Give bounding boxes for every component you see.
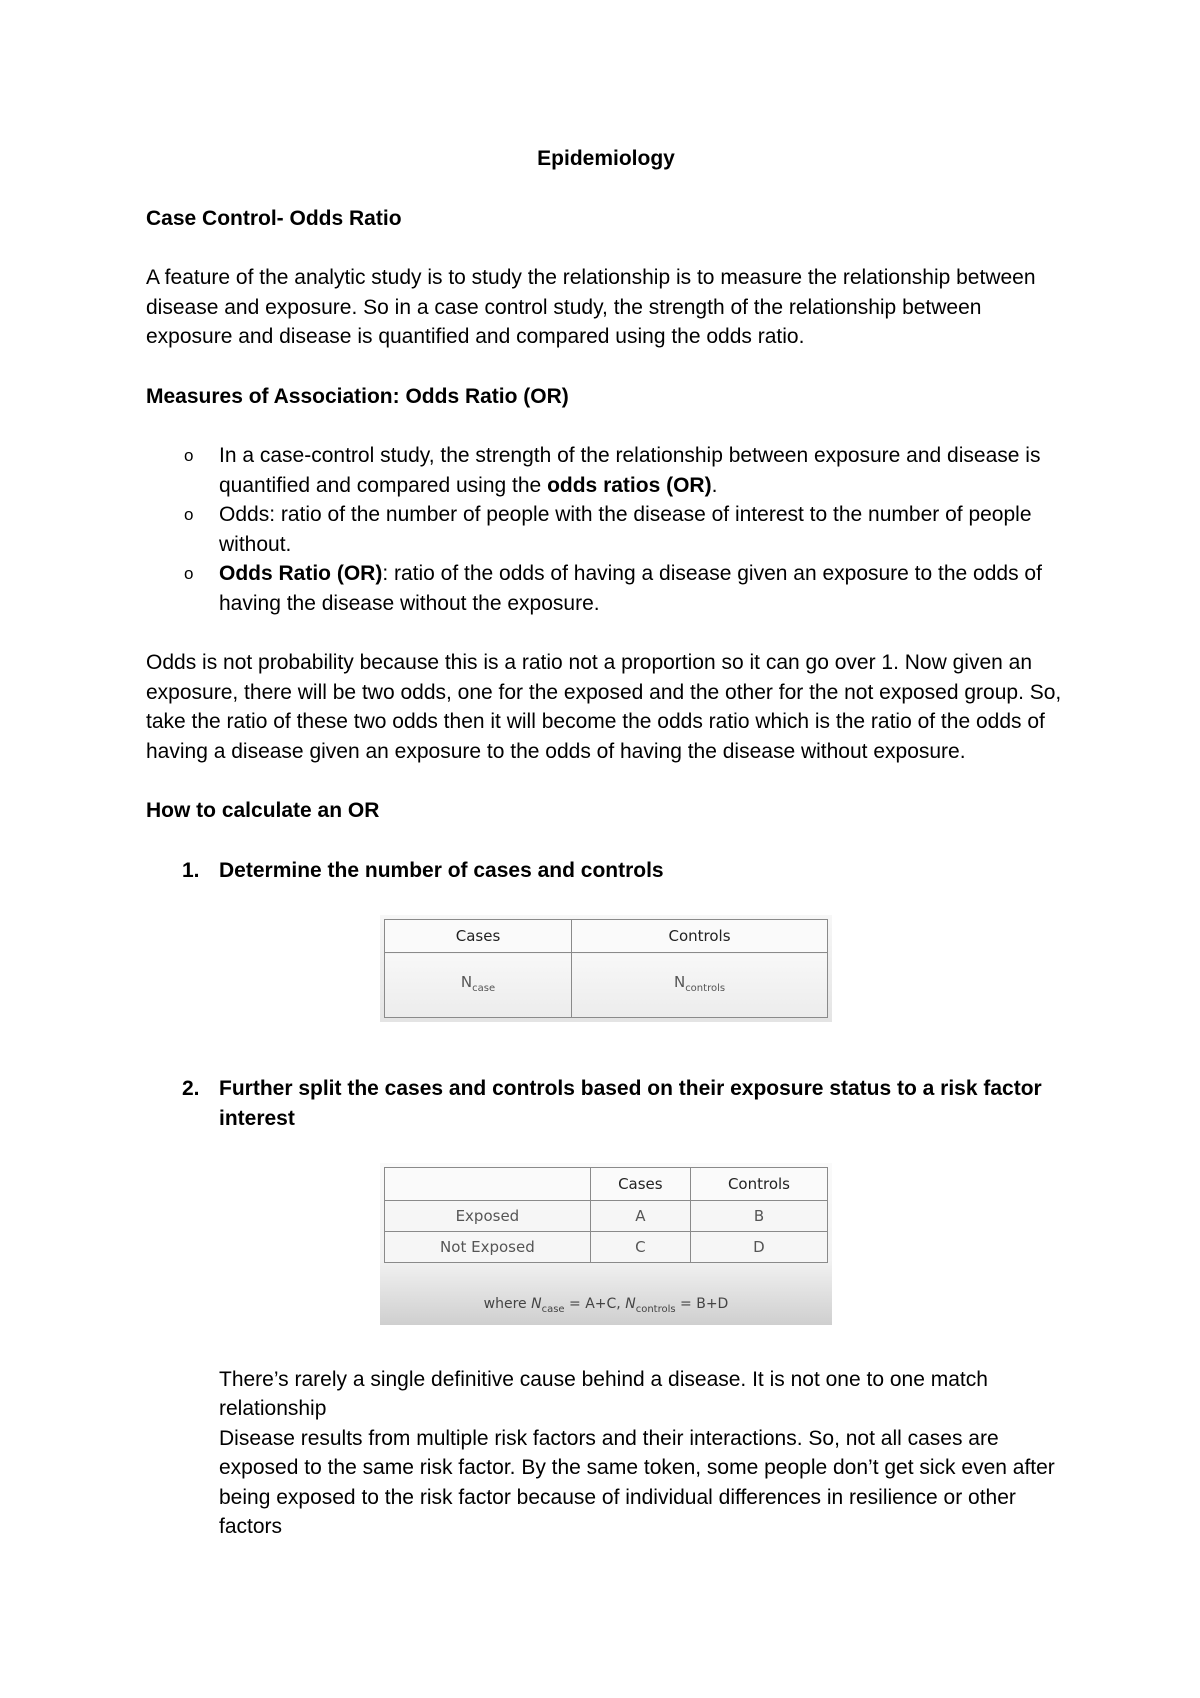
- list-item: o In a case-control study, the strength of the relationship between exposure and disease is quantified and compared using the odds ratios (OR).: [146, 441, 1066, 500]
- header-cases: Cases: [385, 920, 572, 953]
- table-row: Not Exposed C D: [385, 1232, 828, 1263]
- header-controls: Controls: [690, 1168, 827, 1201]
- odds-paragraph: Odds is not probability because this is a ratio not a proportion so it can go over 1. Now given an exposure, there will be two odds, one for the exposed and the other for the not exposed group. So, take the ratio of these two odds then it will become the odds ratio which is the ratio of the odds of having a disease given an exposure to the odds of having the disease without exposure.: [146, 651, 1062, 763]
- header-blank: [385, 1168, 591, 1201]
- section-heading-calculate: How to calculate an OR: [146, 799, 380, 822]
- cell-n-case: $N_{case}$: [385, 953, 572, 1018]
- closing-paragraph-2: Disease results from multiple risk factors and their interactions. So, not all cases are exposed to the same risk factor. By the same token, some people don’t get sick even after being exposed to the risk factor because of individual differences in resilience or other factors: [219, 1426, 1055, 1539]
- bullet-icon: o: [184, 564, 194, 583]
- bullet-icon: o: [184, 446, 194, 465]
- intro-paragraph: A feature of the analytic study is to study the relationship is to measure the relationship between disease and exposure. So in a case control study, the strength of the relationship between exposure and disease is quantified and compared using the odds ratio.: [146, 266, 1036, 348]
- steps-list: [146, 856, 1066, 886]
- step-2: 2. Further split the cases and controls based on their exposure status to a risk factor interest: [182, 1077, 1042, 1130]
- section-heading-case-control: Case Control- Odds Ratio: [146, 206, 402, 230]
- cases-controls-table: [384, 919, 828, 1018]
- cell-n-controls: $N_{controls}$: [572, 953, 828, 1018]
- list-item: o Odds: ratio of the number of people with the disease of interest to the number of people without.: [146, 500, 1066, 559]
- cases-controls-figure: [380, 915, 832, 1022]
- closing-paragraph-1: There’s rarely a single definitive cause behind a disease. It is not one to one match relationship: [219, 1367, 988, 1421]
- steps-list-2: [146, 1074, 1066, 1133]
- measures-list: [146, 441, 1066, 618]
- section-heading-measures: Measures of Association: Odds Ratio (OR): [146, 384, 569, 408]
- bullet-icon: o: [184, 505, 194, 524]
- header-controls: Controls: [572, 920, 828, 953]
- exposure-table: [384, 1167, 828, 1263]
- exposure-figure: [380, 1163, 832, 1325]
- closing-notes: [146, 1365, 1066, 1542]
- table-row: Exposed A B: [385, 1201, 828, 1232]
- document-page: [146, 144, 1066, 1542]
- table-note: where $N_{case} = A+C$, $N_{controls} = B+D$: [483, 1296, 729, 1315]
- header-cases: Cases: [590, 1168, 690, 1201]
- list-item: o Odds Ratio (OR): ratio of the odds of having a disease given an exposure to the odds of having the disease without the exposure.: [146, 559, 1066, 618]
- step-1: 1. Determine the number of cases and controls: [182, 858, 664, 882]
- document-title: Epidemiology: [537, 147, 675, 170]
